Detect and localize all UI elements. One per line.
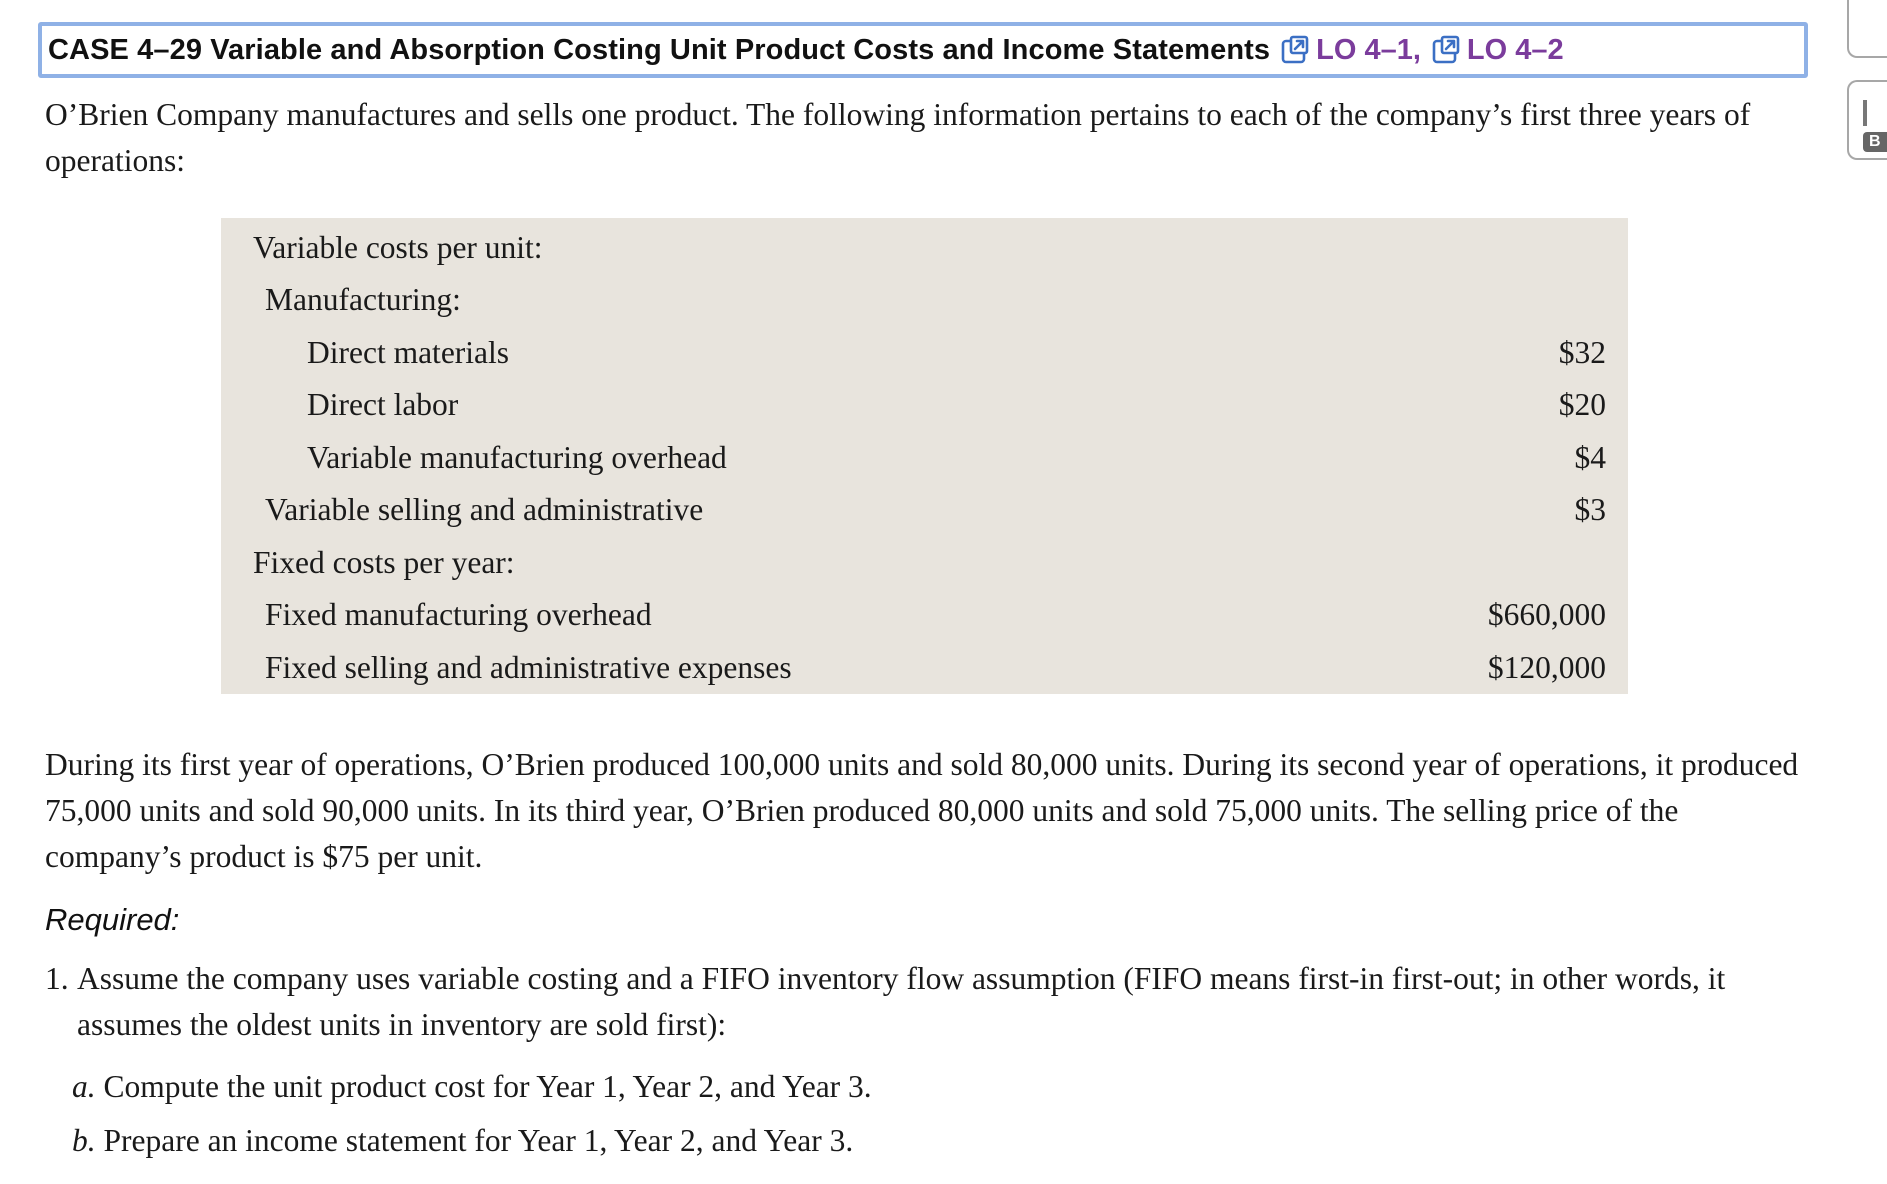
table-row [221,593,1628,637]
case-title-box [38,22,1808,78]
row-value: $32 [1558,335,1606,370]
table-row [221,278,1628,322]
required-subitem-a [72,1064,872,1110]
subitem-letter: a. [72,1069,96,1104]
row-label: Manufacturing: [265,282,461,317]
row-value: $3 [1574,492,1606,527]
table-row [221,383,1628,427]
row-value: $660,000 [1487,597,1606,632]
row-label: Fixed costs per year: [253,545,515,580]
required-subitem-b [72,1118,853,1164]
row-label: Fixed selling and administrative expenses [265,650,792,685]
edge-tab-letter: B [1863,132,1887,152]
required-item-text: Assume the company uses variable costing and a FIFO inventory flow assumption (FIFO means first-in first-out; in other words, it assumes the oldest units in inventory are sold first): [77,961,1726,1042]
row-label: Direct materials [307,335,510,370]
operations-paragraph: During its first year of operations, O’Brien produced 100,000 units and sold 80,000 units. During its second year of operations, it produced 75,000 units and sold 90,000 units. In its third year, O’Brien produced 80,000 units and sold 75,000 units. The selling price of the company’s product is $75 per unit. [45,747,1799,874]
row-label: Fixed manufacturing overhead [265,597,652,632]
table-row [221,646,1628,690]
intro-paragraph: O’Brien Company manufactures and sells one product. The following information pertains to each of the company’s first three years of operations: [45,97,1751,178]
row-value: $20 [1558,387,1606,422]
subitem-text: Prepare an income statement for Year 1, Year 2, and Year 3. [103,1123,854,1158]
external-link-icon[interactable] [1431,35,1461,65]
edge-tab-bar-icon [1863,100,1867,126]
required-heading: Required: [45,902,180,937]
lo-link-4-2[interactable]: LO 4–2 [1466,33,1564,66]
external-link-icon[interactable] [1280,35,1310,65]
table-row [221,436,1628,480]
row-value: $4 [1574,440,1606,475]
row-label: Variable costs per unit: [253,230,543,265]
edge-panel-fragment [1847,0,1887,58]
cost-data-table [221,218,1628,694]
row-label: Variable selling and administrative [265,492,704,527]
lo-link-4-1[interactable]: LO 4–1, [1316,33,1421,66]
row-label: Direct labor [307,387,459,422]
required-item-number: 1. [45,961,69,996]
edge-tab-fragment[interactable] [1847,80,1887,160]
row-label: Variable manufacturing overhead [307,440,727,475]
table-row [221,488,1628,532]
case-title: CASE 4–29 Variable and Absorption Costing Unit Product Costs and Income Statements [48,33,1271,66]
table-row [221,331,1628,375]
table-row [221,541,1628,585]
subitem-letter: b. [72,1123,96,1158]
row-value: $120,000 [1487,650,1606,685]
subitem-text: Compute the unit product cost for Year 1, Year 2, and Year 3. [103,1069,872,1104]
table-row [221,226,1628,270]
